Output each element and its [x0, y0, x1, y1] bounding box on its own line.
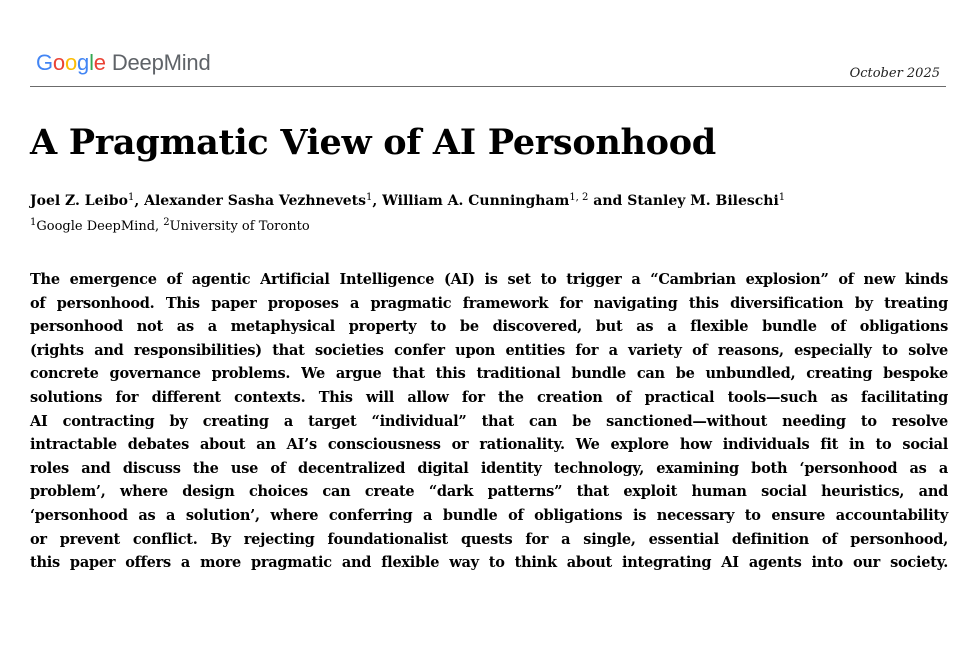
- author-affiliation-mark: 1: [127, 192, 135, 203]
- paper-header: [30, 50, 946, 87]
- abstract-line: (rights and responsibilities) that societies confer upon entities for a variety of reasons, especially to solve: [30, 341, 948, 359]
- abstract-line: concrete governance problems. We argue that this traditional bundle can be unbundled, creating bespoke: [30, 365, 948, 383]
- author-affiliation-mark: 1, 2: [569, 192, 589, 203]
- affiliation-list: [30, 217, 310, 234]
- abstract-line: intractable debates about an AI’s consciousness or rationality. We explore how individuals fit in to social: [30, 436, 948, 454]
- abstract-line: solutions for different contexts. This will allow for the creation of practical tools—such as facilitating: [30, 388, 948, 406]
- author-name: Stanley M. Bileschi: [627, 193, 779, 209]
- author-list: [30, 192, 785, 209]
- abstract-line: this paper offers a more pragmatic and flexible way to think about integrating AI agents into our society.: [30, 554, 948, 572]
- affiliation-number: 2: [163, 217, 170, 228]
- google-deepmind-logo: [36, 50, 211, 76]
- author-name: William A. Cunningham: [382, 193, 570, 209]
- abstract-line: The emergence of agentic Artificial Intelligence (AI) is set to trigger a “Cambrian explosion” of new kinds: [30, 271, 948, 288]
- affiliation-name: Google DeepMind: [36, 219, 156, 234]
- abstract-line: personhood not as a metaphysical property to be discovered, but as a flexible bundle of obligations: [30, 318, 948, 336]
- author-separator: ,: [134, 193, 145, 209]
- affiliation-name: University of Toronto: [169, 219, 310, 234]
- author-affiliation-mark: 1: [366, 192, 373, 203]
- abstract-line: problem’, where design choices can create “dark patterns” that exploit human social heuristics, and: [30, 483, 948, 501]
- logo-deepmind-text: DeepMind: [111, 50, 211, 75]
- logo-google-text: Google: [36, 50, 106, 75]
- paper-title: A Pragmatic View of AI Personhood: [30, 122, 716, 163]
- author-affiliation-mark: 1: [778, 192, 786, 203]
- publication-date: October 2025: [849, 66, 940, 81]
- author-separator: ,: [372, 193, 383, 209]
- author-name: Alexander Sasha Vezhnevets: [144, 193, 367, 209]
- affiliation-number: 1: [30, 217, 37, 228]
- abstract-line: ‘personhood as a solution’, where conferring a bundle of obligations is necessary to ensure accountability: [30, 506, 948, 524]
- abstract-line: of personhood. This paper proposes a pragmatic framework for navigating this diversification by treating: [30, 294, 948, 312]
- abstract-line: or prevent conflict. By rejecting foundationalist quests for a single, essential definition of personhood,: [30, 530, 948, 548]
- affiliation-separator: ,: [155, 219, 164, 234]
- author-name: Joel Z. Leibo: [30, 193, 128, 209]
- abstract: [30, 268, 948, 575]
- abstract-line: AI contracting by creating a target “individual” that can be sanctioned—without needing to resolve: [30, 412, 948, 430]
- abstract-line: roles and discuss the use of decentralized digital identity technology, examining both ‘personhood as a: [30, 459, 948, 477]
- author-separator: and: [588, 193, 628, 209]
